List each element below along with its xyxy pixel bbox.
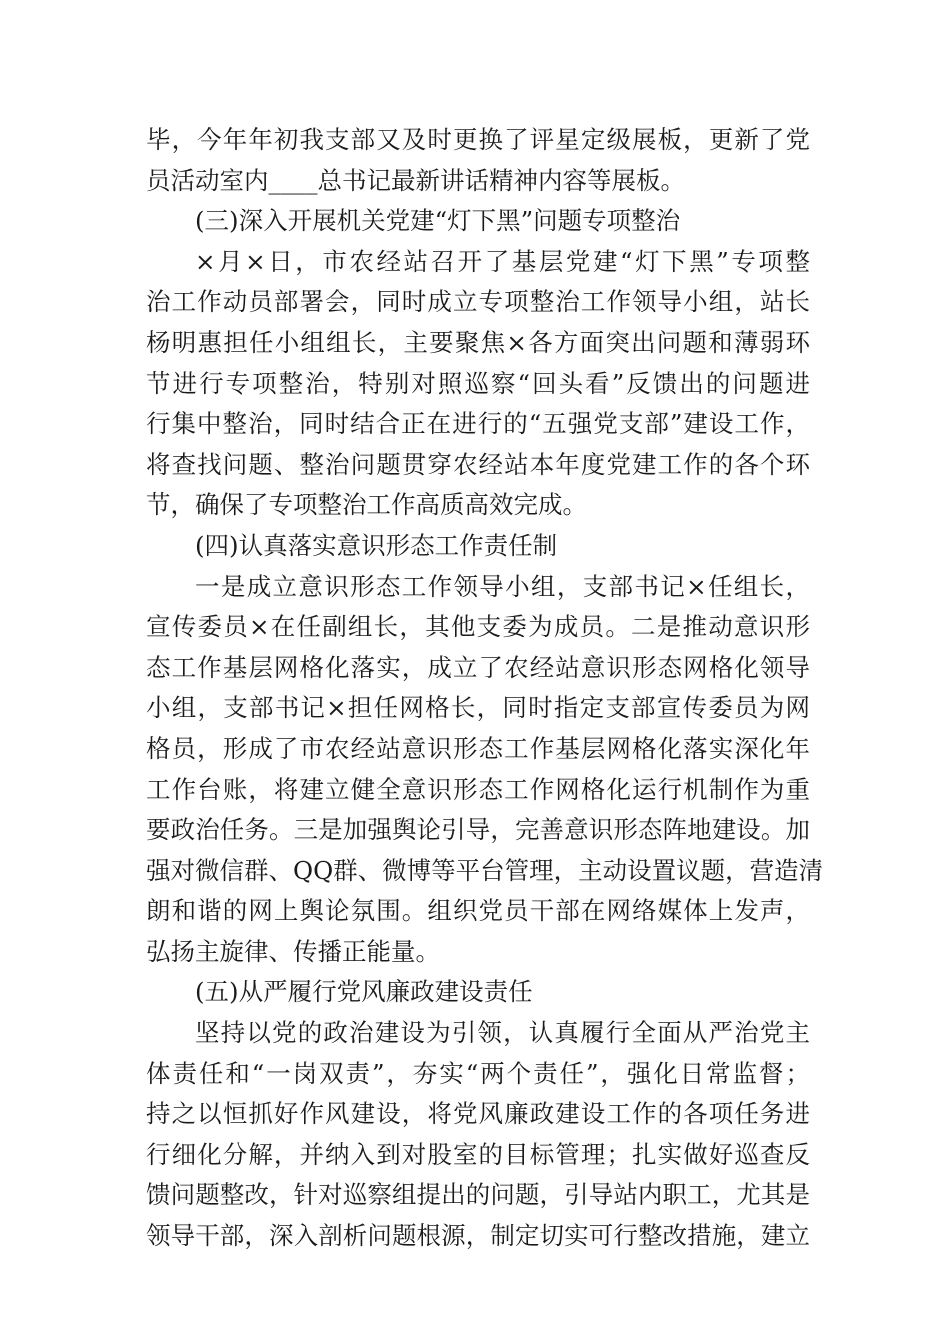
text-line: 领导干部，深入剖析问题根源，制定切实可行整改措施，建立 (146, 1221, 810, 1251)
text-line: 行集中整治，同时结合正在进行的“五强党支部”建设工作， (146, 409, 810, 439)
text-line: 一是成立意识形态工作领导小组，支部书记×任组长， (195, 571, 810, 601)
text-line: 馈问题整改，针对巡察组提出的问题，引导站内职工，尤其是 (146, 1180, 810, 1210)
text-line: 节进行专项整治，特别对照巡察“回头看”反馈出的问题进 (146, 368, 810, 398)
text-line: 宣传委员×在任副组长，其他支委为成员。二是推动意识形 (146, 612, 810, 642)
text-line: (四)认真落实意识形态工作责任制 (195, 530, 558, 560)
text-line: 强对微信群、QQ群、微博等平台管理，主动设置议题，营造清 (146, 855, 824, 885)
text-line: 工作台账，将建立健全意识形态工作网格化运行机制作为重 (146, 774, 810, 804)
text-line: ×月×日，市农经站召开了基层党建“灯下黑”专项整 (195, 246, 810, 276)
text-line: 毕，今年年初我支部又及时更换了评星定级展板，更新了党 (146, 125, 810, 154)
text-line: 坚持以党的政治建设为引领，认真履行全面从严治党主 (195, 1018, 810, 1048)
text-line: 杨明惠担任小组组长，主要聚焦×各方面突出问题和薄弱环 (146, 327, 810, 357)
text-line: (五)从严履行党风廉政建设责任 (195, 977, 533, 1007)
text-line: 员活动室内____总书记最新讲话精神内容等展板。 (146, 165, 685, 195)
text-line: 治工作动员部署会，同时成立专项整治工作领导小组，站长 (146, 287, 810, 317)
text-line: 将查找问题、整治问题贯穿农经站本年度党建工作的各个环 (146, 449, 810, 479)
text-line: 态工作基层网格化落实，成立了农经站意识形态网格化领导 (146, 652, 810, 682)
text-line: 体责任和“一岗双责”，夯实“两个责任”，强化日常监督； (146, 1058, 810, 1088)
text-line: 节，确保了专项整治工作高质高效完成。 (146, 490, 587, 520)
document-body (146, 120, 824, 1257)
text-line: 朗和谐的网上舆论氛围。组织党员干部在网络媒体上发声， (146, 896, 810, 926)
text-line: 要政治任务。三是加强舆论引导，完善意识形态阵地建设。加 (146, 815, 810, 845)
text-line: (三)深入开展机关党建“灯下黑”问题专项整治 (195, 206, 681, 236)
text-line: 格员，形成了市农经站意识形态工作基层网格化落实深化年 (146, 733, 810, 763)
text-line: 持之以恒抓好作风建设，将党风廉政建设工作的各项任务进 (146, 1099, 810, 1129)
text-line: 小组，支部书记×担任网格长，同时指定支部宣传委员为网 (146, 693, 810, 723)
text-line: 行细化分解，并纳入到对股室的目标管理；扎实做好巡查反 (146, 1139, 810, 1169)
text-line: 弘扬主旋律、传播正能量。 (146, 936, 440, 966)
